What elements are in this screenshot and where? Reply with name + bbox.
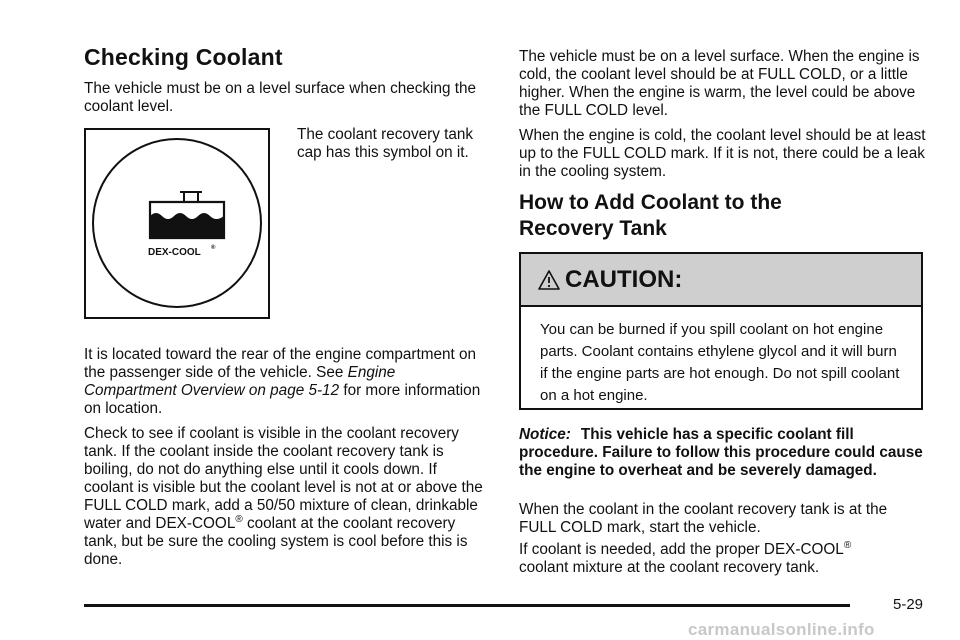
- registered-mark: ®: [843, 539, 852, 551]
- page-number: 5-29: [893, 596, 924, 613]
- check-paragraph: Check to see if coolant is visible in the coolant recovery tank. If the coolant inside the coolant recovery tank is boiling, do not do anything else until it cools down. If coolant is visible but the coolant level is not at or above the FULL COLD mark, add a 50/50 mixture of clean, drinkable water and DEX-COOL® coolant at the coolant recovery tank, but be sure the cooling system is cool before this is done.: [84, 425, 483, 568]
- registered-mark: ®: [235, 513, 243, 525]
- cross-reference-link[interactable]: Engine Compartment Overview on page 5-12: [84, 364, 396, 399]
- warning-triangle-icon: [537, 269, 561, 291]
- caution-header: [521, 254, 921, 307]
- add-paragraph: If coolant is needed, add the proper DEX-COOL® coolant mixture at the coolant recovery tank.: [519, 539, 852, 576]
- coolant-symbol-figure: [84, 128, 270, 319]
- level-paragraph: The vehicle must be on a level surface. When the engine is cold, the coolant level should be at FULL COLD, or a little higher. When the engine is warm, the level could be above the FULL COLD level.: [519, 48, 920, 119]
- figure-registered-mark: ®: [211, 245, 216, 251]
- intro-paragraph: The vehicle must be on a level surface when checking the coolant level.: [84, 80, 476, 115]
- subsection-heading: How to Add Coolant to the Recovery Tank: [519, 191, 782, 240]
- caution-box: [519, 252, 923, 410]
- watermark: carmanualsonline.info: [688, 620, 875, 639]
- start-paragraph: When the coolant in the coolant recovery tank is at the FULL COLD mark, start the vehicle.: [519, 501, 888, 536]
- location-paragraph: It is located toward the rear of the engine compartment on the passenger side of the vehicle. See Engine Compartment Overview on page 5-12 for more information on location.: [84, 346, 481, 417]
- cold-paragraph: When the engine is cold, the coolant level should be at least up to the FULL COLD mark. If it is not, there could be a leak in the cooling system.: [519, 127, 926, 180]
- footer-rule: [84, 604, 850, 607]
- coolant-tank-symbol-icon: [86, 130, 268, 317]
- section-heading: Checking Coolant: [84, 44, 283, 70]
- notice-paragraph: Notice: This vehicle has a specific coolant fill procedure. Failure to follow this procedure could cause the engine to overheat and be severely damaged.: [519, 426, 923, 479]
- caution-label: CAUTION:: [565, 265, 683, 293]
- figure-caption: The coolant recovery tank cap has this symbol on it.: [297, 126, 474, 161]
- caution-text: You can be burned if you spill coolant on hot engine parts. Coolant contains ethylene glycol and it will burn if the engine parts are hot enough. Do not spill coolant on a hot engine.: [540, 321, 900, 404]
- figure-label: DEX-COOL: [148, 247, 201, 258]
- notice-label: Notice:: [519, 426, 571, 443]
